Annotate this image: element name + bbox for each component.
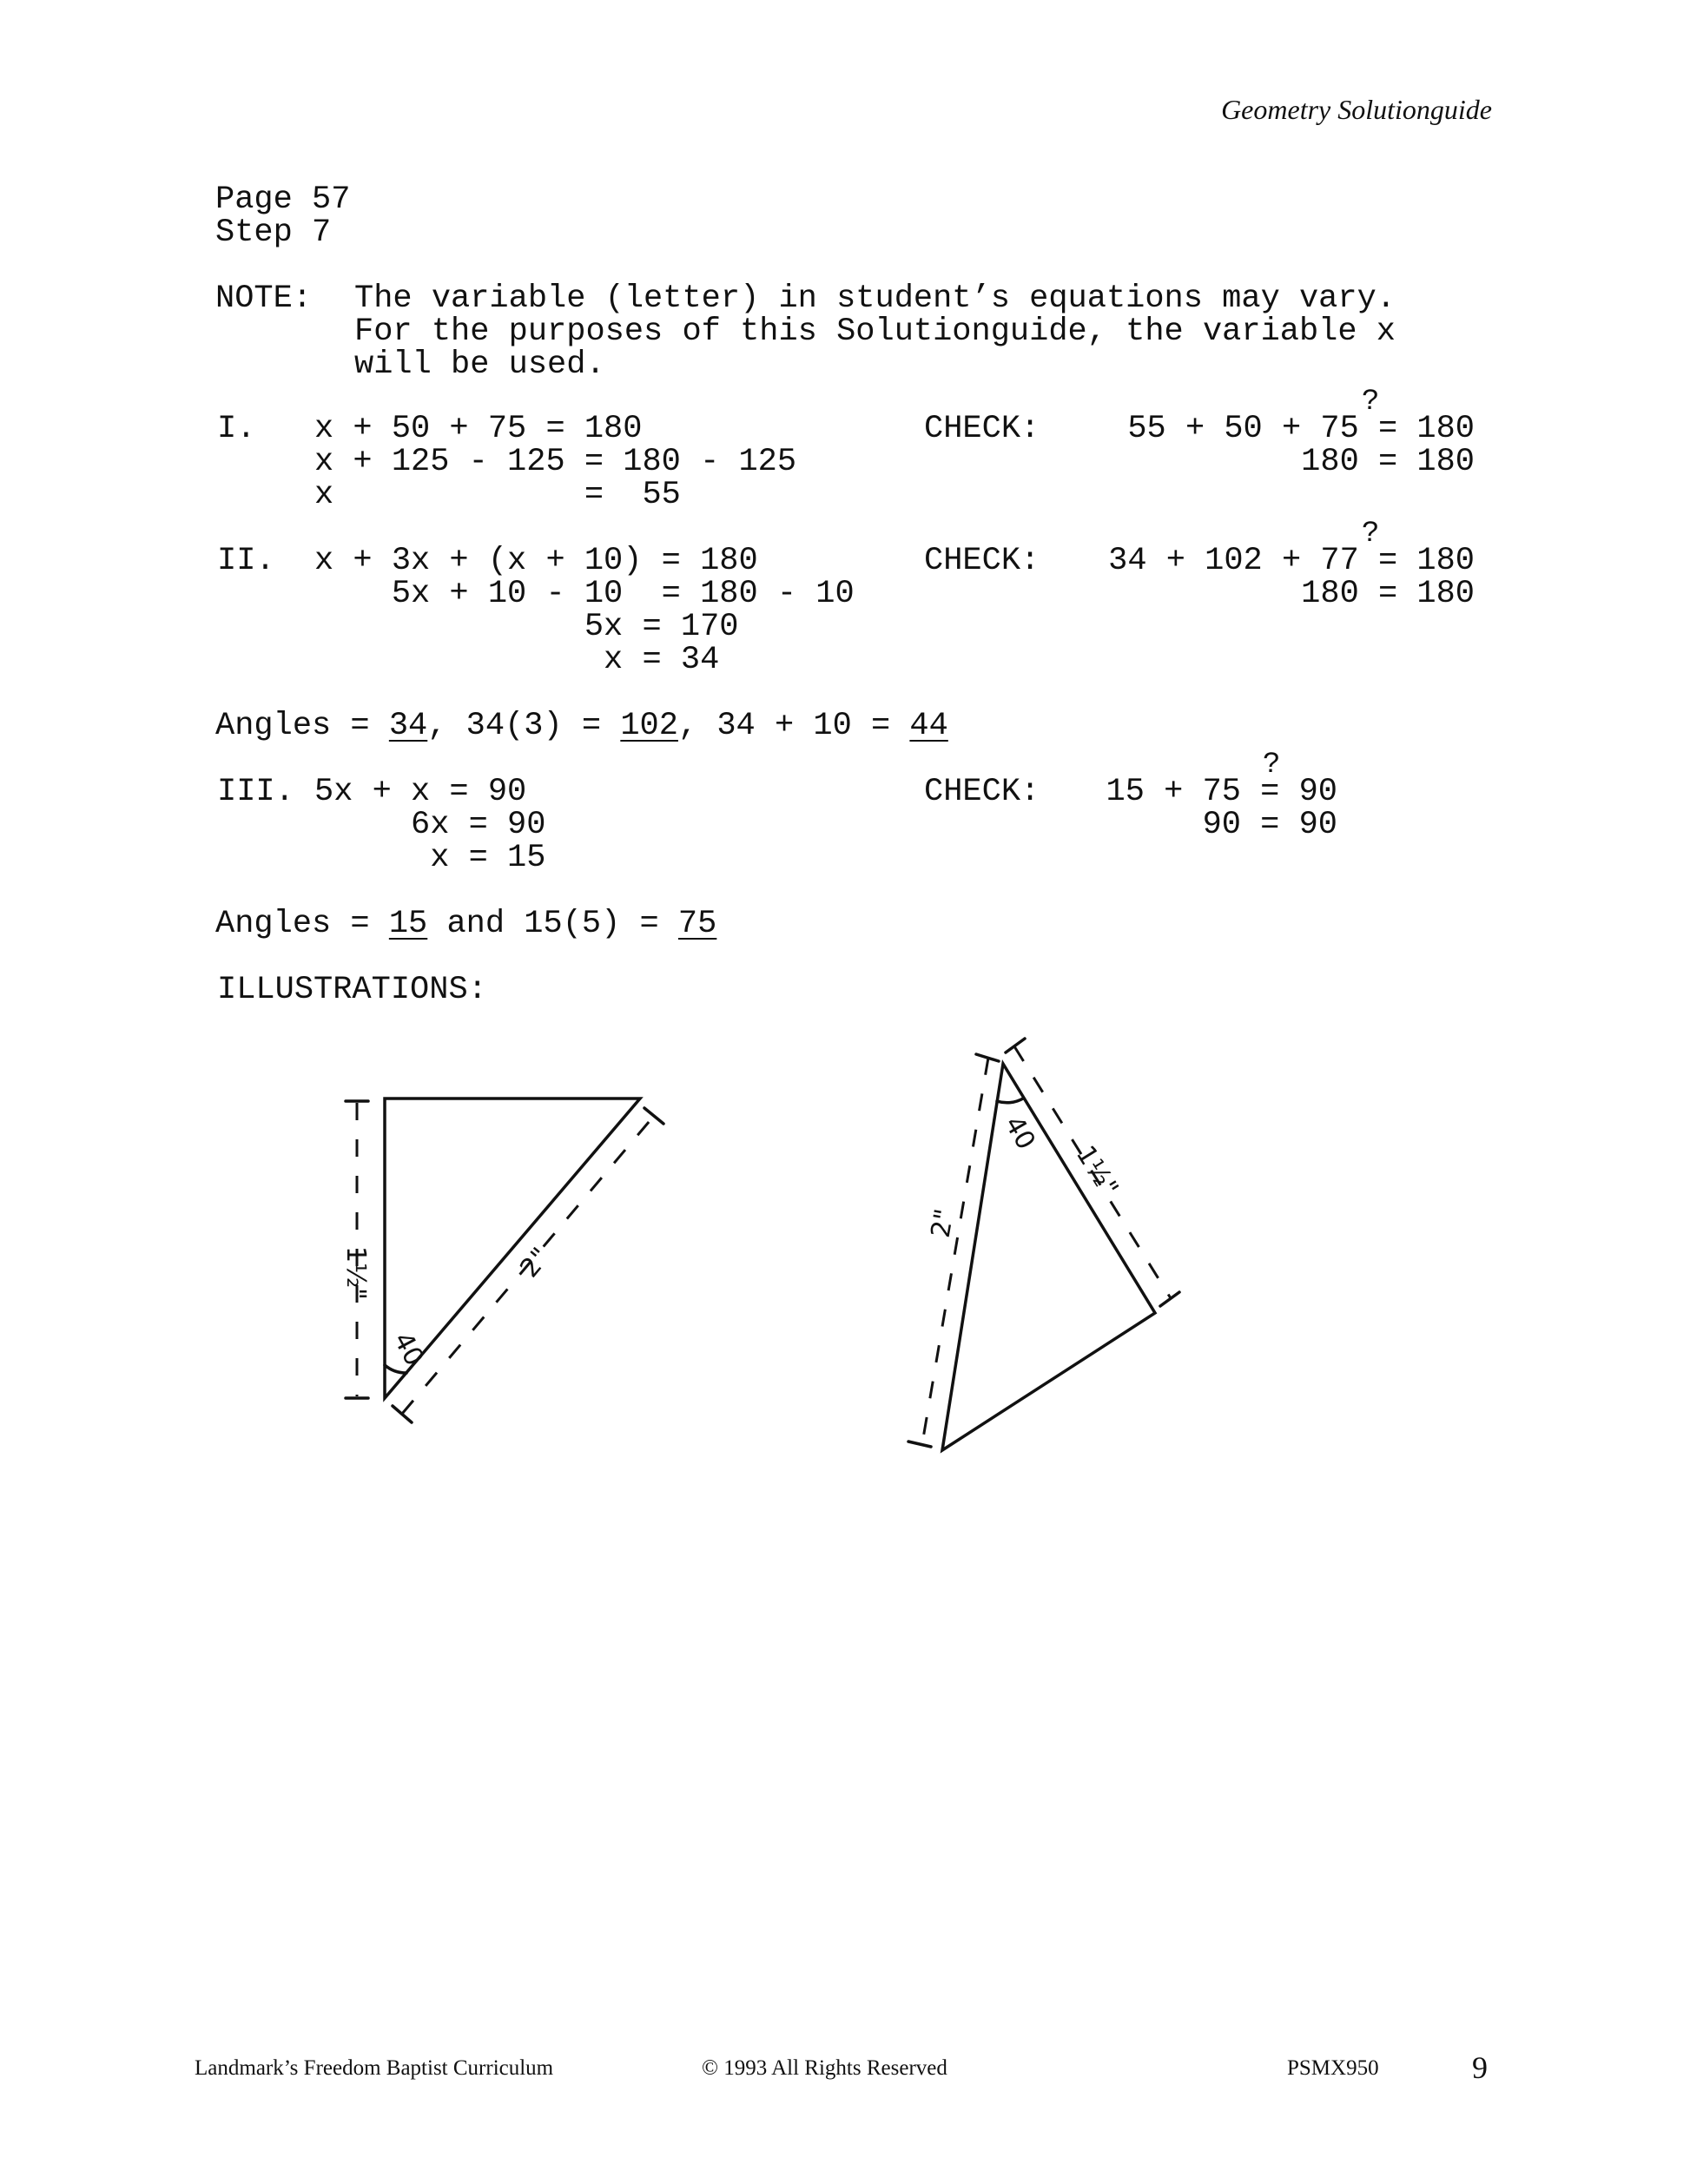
problem-3-line-3: x = 15: [314, 840, 546, 876]
page-number: 9: [1472, 2050, 1488, 2085]
problem-1-line-2: x + 125 - 125 = 180 - 125: [314, 444, 797, 480]
problem-3-line-1: 5x + x = 90: [314, 774, 527, 810]
problem-2-check-line-1: 34 + 102 + 77 = 180: [1108, 543, 1475, 579]
problem-1-check-line-2: 180 = 180: [1301, 444, 1475, 480]
problem-2-line-2: 5x + 10 - 10 = 180 - 10: [314, 576, 855, 612]
note-line-3: will be used.: [354, 346, 605, 383]
oblique-triangle-figure: [908, 1039, 1179, 1450]
problem-3-check-line-1: 15 + 75 = 90: [1106, 774, 1337, 810]
problem-2-line-1: x + 3x + (x + 10) = 180: [314, 543, 758, 579]
angle-answer-102: 102: [620, 708, 678, 744]
problem-2-line-4: x = 34: [314, 642, 720, 678]
problem-3-label: III.: [217, 774, 294, 810]
page-reference: Page 57: [215, 181, 351, 218]
note-line-1: The variable (letter) in student’s equations may vary.: [354, 280, 1396, 317]
side-label-vertical: 1½": [340, 1246, 371, 1300]
problem-1-check-question: ?: [1362, 386, 1380, 419]
footer-copyright: © 1993 All Rights Reserved: [702, 2056, 947, 2080]
step-reference: Step 7: [215, 214, 332, 251]
problem-1-line-1: x + 50 + 75 = 180: [314, 411, 643, 447]
angle-answer-15: 15: [388, 906, 428, 942]
problem-3-line-2: 6x = 90: [314, 807, 546, 843]
side-label-right: 1½": [1069, 1140, 1125, 1203]
illustrations-label: ILLUSTRATIONS:: [217, 972, 487, 1008]
note-label: NOTE:: [215, 280, 313, 317]
angles-2-prefix: Angles =: [215, 708, 389, 744]
problem-3-check-line-2: 90 = 90: [1202, 807, 1337, 843]
problem-1-check-line-1: 55 + 50 + 75 = 180: [1127, 411, 1475, 447]
problem-2-check-label: CHECK:: [924, 543, 1040, 579]
angles-2-sep-2: , 34 + 10 =: [677, 708, 910, 744]
angles-3-sep-1: and 15(5) =: [427, 906, 678, 942]
left-dimension-tick-bottom: [908, 1442, 931, 1447]
angles-3-prefix: Angles =: [215, 906, 389, 942]
problem-2-label: II.: [217, 543, 275, 579]
side-label-left: 2": [925, 1206, 961, 1240]
angles-2-sep-1: , 34(3) =: [427, 708, 621, 744]
angle-label-2: 40: [998, 1111, 1041, 1155]
problem-1-line-3: x = 55: [314, 477, 681, 513]
problem-3-check-label: CHECK:: [924, 774, 1040, 810]
left-dimension-line: [922, 1058, 988, 1443]
diagonal-dimension-tick-top: [644, 1108, 663, 1124]
footer-curriculum: Landmark’s Freedom Baptist Curriculum: [195, 2056, 554, 2080]
angle-answer-75: 75: [677, 906, 717, 942]
angle-label-1: 40: [386, 1327, 430, 1371]
problem-2-line-3: 5x = 170: [314, 609, 739, 645]
oblique-triangle-shape: [942, 1064, 1155, 1450]
problem-2-check-question: ?: [1362, 518, 1380, 551]
side-label-diagonal: 2": [514, 1242, 557, 1284]
footer-code: PSMX950: [1287, 2056, 1379, 2080]
right-dimension-tick-top: [1006, 1039, 1025, 1052]
right-dimension-tick-bottom: [1160, 1292, 1179, 1306]
problem-2-check-line-2: 180 = 180: [1301, 576, 1475, 612]
note-line-2: For the purposes of this Solutionguide, the variable x: [354, 313, 1396, 350]
problem-1-check-label: CHECK:: [924, 411, 1040, 447]
right-triangle-figure: [340, 1099, 663, 1422]
problem-3-check-question: ?: [1263, 749, 1281, 782]
problem-1-label: I.: [217, 411, 256, 447]
angle-answer-44: 44: [909, 708, 948, 744]
running-header: Geometry Solutionguide: [1221, 94, 1492, 125]
diagonal-dimension-tick-bottom: [393, 1406, 412, 1422]
angle-arc-2: [997, 1099, 1023, 1103]
angle-answer-34: 34: [388, 708, 428, 744]
